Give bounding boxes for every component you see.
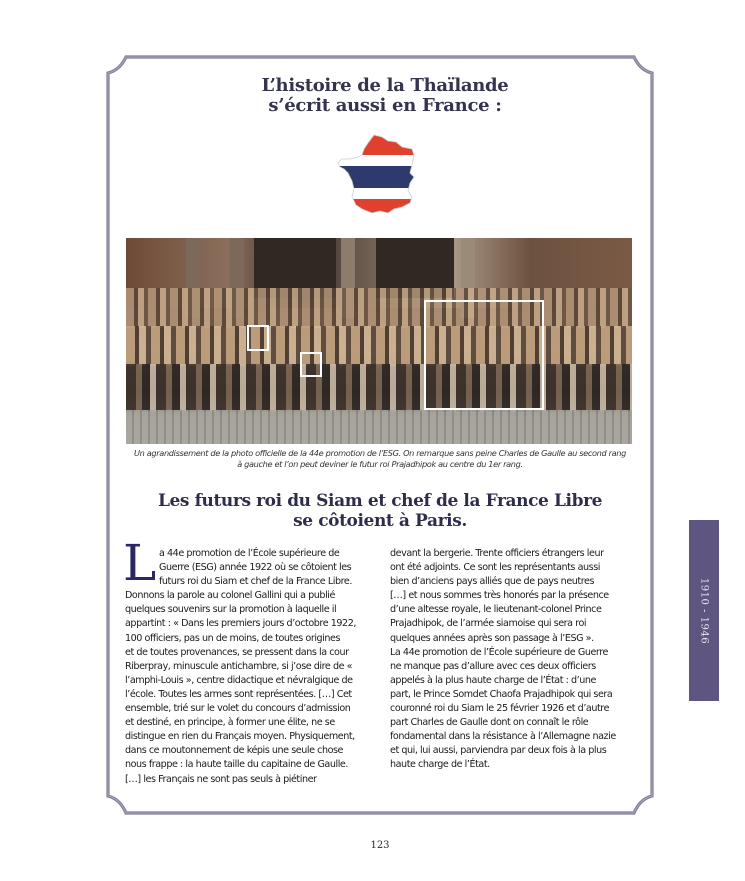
text-line: dans ce moutonnement de képis une seule chose <box>125 745 344 757</box>
text-line: distingue en rien du Français moyen. Physiquement, <box>125 731 355 743</box>
text-line: Riberpray, minuscule antichambre, si j’ose dire de « <box>125 660 353 672</box>
text-line: bien d’anciens pays alliés que de pays neutres <box>390 576 594 588</box>
page-number: 123 <box>370 840 390 851</box>
drop-cap: L <box>123 534 157 592</box>
text-line: haute charge de l’État. <box>390 759 490 771</box>
page-title <box>200 76 570 116</box>
text-line: Guerre (ESG) année 1922 où se côtoient les <box>159 562 352 574</box>
crowd-back-rows <box>126 288 632 328</box>
crowd-middle-rows <box>126 326 632 366</box>
text-line: quelques années après son passage à l’ESG ». <box>390 632 594 644</box>
text-line: appartint : « Dans les premiers jours d’octobre 1922, <box>125 618 356 630</box>
france-map-thai-flag-icon <box>336 133 424 217</box>
heading-line-2: se côtoient à Paris. <box>293 511 467 531</box>
text-line: quelques souvenirs sur la promotion à laquelle il <box>125 604 337 616</box>
text-line: Donnons la parole au colonel Gallini qui a publié <box>125 590 335 602</box>
text-line: couronné roi du Siam le 25 février 1926 et d’autre <box>390 703 610 715</box>
text-line: ont été adjoints. Ce sont les représentants aussi <box>390 562 600 574</box>
article-column-right <box>390 547 642 773</box>
text-line: devant la bergerie. Trente officiers étrangers leur <box>390 548 604 559</box>
text-line: Prajadhipok, de l’armée siamoise qui sera roi <box>390 618 587 630</box>
crowd-front-row <box>126 364 632 412</box>
text-line: […] et nous sommes très honorés par la présence <box>390 590 609 602</box>
title-line-1: L’histoire de la Thaïlande <box>261 75 509 96</box>
text-line: 100 officiers, pas un de moins, de toutes origines <box>125 632 341 644</box>
text-line: a 44e promotion de l’École supérieure de <box>159 548 340 559</box>
text-line: nous frappe : la haute taille du capitaine de Gaulle. <box>125 759 348 771</box>
text-line: l’amphi-Louis », centre didactique et névralgique de <box>125 674 353 686</box>
chapter-tab-label: 1910 - 1946 <box>698 577 710 644</box>
text-line: ne manque pas d’allure avec ces deux officiers <box>390 660 596 672</box>
highlight-box-prajadhipok <box>300 352 322 377</box>
highlight-box-enlarged <box>424 300 544 410</box>
text-line: fondamental dans la résistance à l’Allemagne nazie <box>390 731 616 743</box>
text-line: La 44e promotion de l’École supérieure de Guerre <box>390 646 608 658</box>
text-line: ensemble, trié sur le volet du concours d’admission <box>125 703 351 715</box>
text-line: et de toutes provenances, se pressent dans la cour <box>125 646 349 658</box>
text-line: part Charles de Gaulle dont on connaît le rôle <box>390 717 589 729</box>
pavement <box>126 410 632 444</box>
text-line: et destiné, en principe, à former une élite, ne se <box>125 717 335 729</box>
text-line: futurs roi du Siam et chef de la France Libre. <box>159 576 352 588</box>
caption-line-1: Un agrandissement de la photo officielle de la 44e promotion de l’ESG. On remarque sans peine Charles de Gaulle au second rang <box>134 448 626 458</box>
highlight-box-de-gaulle <box>247 325 269 351</box>
text-line: d’une altesse royale, le lieutenant-colonel Prince <box>390 604 602 616</box>
text-line: l’école. Toutes les armes sont représentées. […] Cet <box>125 688 352 700</box>
heading-line-1: Les futurs roi du Siam et chef de la France Libre <box>157 491 603 511</box>
text-line: et qui, lui aussi, parviendra par deux fois à la plus <box>390 745 607 757</box>
text-line: part, le Prince Somdet Chaofa Prajadhipok qui sera <box>390 688 613 700</box>
caption-line-2: à gauche et l’on peut deviner le futur roi Prajadhipok au centre du 1er rang. <box>237 459 523 469</box>
title-line-2: s’écrit aussi en France : <box>268 95 502 116</box>
photo-caption <box>120 448 640 470</box>
text-line: […] les Français ne sont pas seuls à piétiner <box>125 773 317 785</box>
section-heading <box>140 491 620 531</box>
group-photo <box>126 238 632 444</box>
text-line: appelés à la plus haute charge de l’État : d’une <box>390 674 596 686</box>
article-column-left <box>125 547 377 787</box>
chapter-tab[interactable] <box>689 520 719 701</box>
